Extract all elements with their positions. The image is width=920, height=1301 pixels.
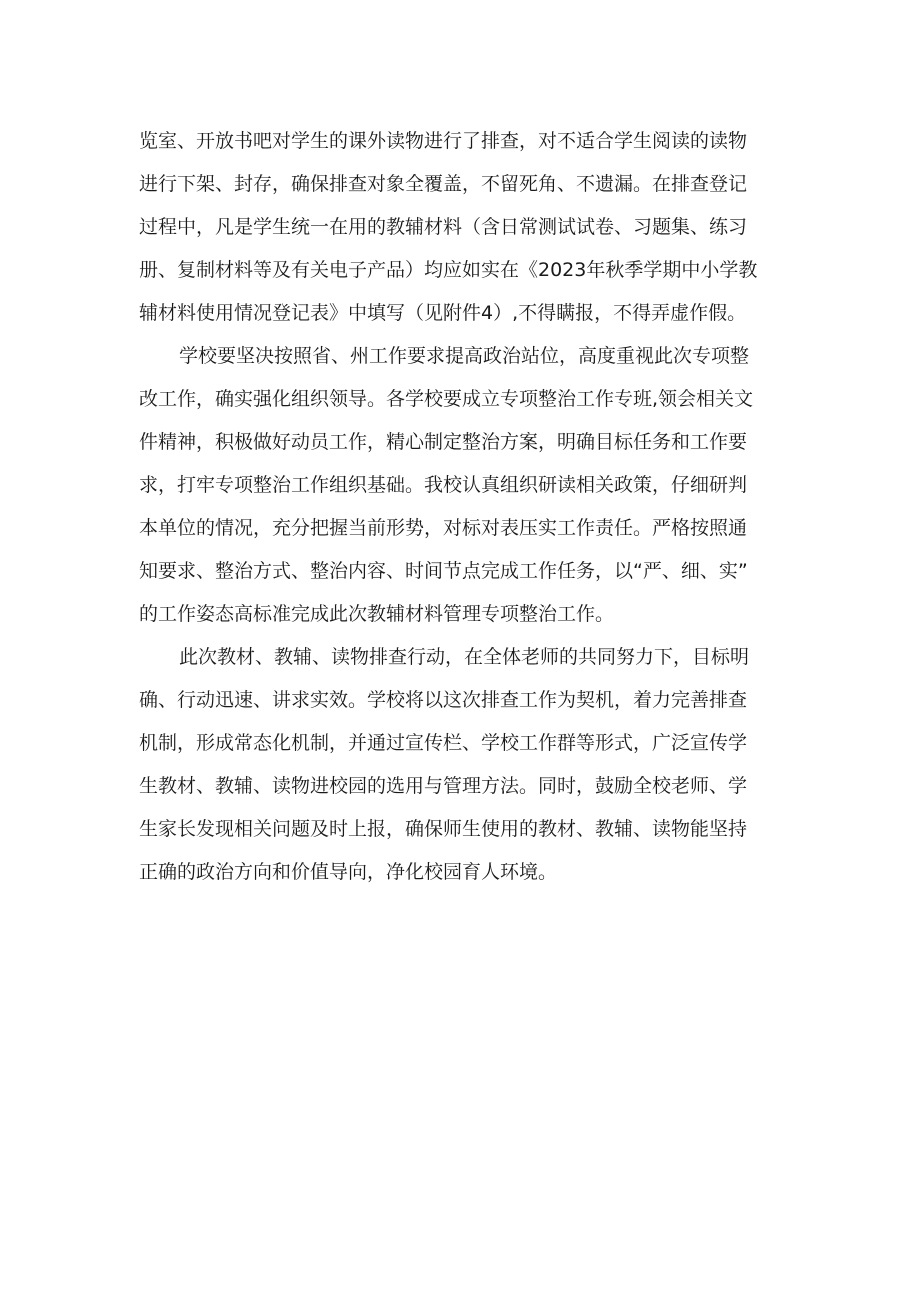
paragraph-line: 进行下架、封存，确保排查对象全覆盖，不留死角、不遗漏。在排查登记 <box>139 173 748 195</box>
paragraph-line: 机制，形成常态化机制，并通过宣传栏、学校工作群等形式，广泛宣传学 <box>139 732 748 754</box>
paragraph-line: 正确的政治方向和价值导向，净化校园育人环境。 <box>139 861 558 883</box>
paragraph-1 <box>139 120 789 335</box>
paragraph-line: 册、复制材料等及有关电子产品）均应如实在《2023年秋季学期中小学教 <box>139 259 758 281</box>
paragraph-line: 生教材、教辅、读物进校园的选用与管理方法。同时，鼓励全校老师、学 <box>139 775 748 797</box>
paragraph-line: 确、行动迅速、讲求实效。学校将以这次排查工作为契机，着力完善排查 <box>139 689 748 711</box>
paragraph-line: 学校要坚决按照省、州工作要求提高政治站位，高度重视此次专项整 <box>179 345 750 367</box>
paragraph-line: 此次教材、教辅、读物排查行动，在全体老师的共同努力下，目标明 <box>179 646 750 668</box>
paragraph-line: 过程中，凡是学生统一在用的教辅材料（含日常测试试卷、习题集、练习 <box>139 216 748 238</box>
paragraph-line: 求，打牢专项整治工作组织基础。我校认真组织研读相关政策，仔细研判 <box>139 474 748 496</box>
paragraph-line: 辅材料使用情况登记表》中填写（见附件4）,不得瞒报，不得弄虚作假。 <box>139 302 747 324</box>
paragraph-line: 知要求、整治方式、整治内容、时间节点完成工作任务，以“严、细、实” <box>139 560 748 582</box>
paragraph-2 <box>139 335 789 636</box>
paragraph-line: 生家长发现相关问题及时上报，确保师生使用的教材、教辅、读物能坚持 <box>139 818 748 840</box>
paragraph-line: 的工作姿态高标准完成此次教辅材料管理专项整治工作。 <box>139 603 615 625</box>
paragraph-3 <box>139 636 789 894</box>
document-body <box>139 120 789 894</box>
paragraph-line: 本单位的情况，充分把握当前形势，对标对表压实工作责任。严格按照通 <box>139 517 748 539</box>
paragraph-line: 件精神，积极做好动员工作，精心制定整治方案，明确目标任务和工作要 <box>139 431 748 453</box>
paragraph-line: 改工作，确实强化组织领导。各学校要成立专项整治工作专班,领会相关文 <box>139 388 754 410</box>
paragraph-line: 览室、开放书吧对学生的课外读物进行了排查，对不适合学生阅读的读物 <box>139 130 748 152</box>
